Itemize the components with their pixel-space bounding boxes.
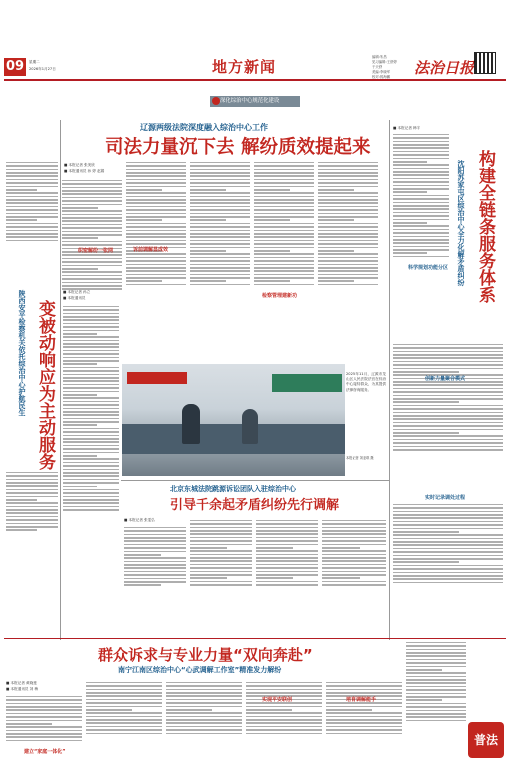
photo-banner-left — [127, 372, 187, 384]
photo-caption: 2025年11月，辽源市龙山区人民法院法官在综治中心接待群众，为其提供法律咨询服务。 — [346, 372, 386, 392]
section-header-5: 创新力量聚合模式 — [425, 376, 466, 382]
left-kicker: 陕西安平检察机关依托综治中心护航民生 — [18, 290, 26, 416]
bottom-body-col2 — [86, 680, 162, 770]
left-body-col-b — [6, 470, 58, 570]
photo-credit: 本报记者 刘亚琪 摄 — [346, 456, 374, 460]
paper-name: 法治日报 — [414, 59, 475, 77]
left-headline: 变被动响应为主动服务 — [35, 300, 55, 470]
center-byline: ■ 本报记者 张雯弘 — [124, 518, 155, 522]
bottom-body-col5 — [326, 680, 402, 770]
section-header-1: 织密解纷一张网 — [78, 248, 114, 254]
center-body-col1 — [124, 525, 186, 627]
right-kicker: 沈阳苏家屯区综治中心全力化解矛盾纠纷 — [457, 160, 465, 286]
main-body-col2 — [126, 160, 186, 360]
section-header-7: 建立“家庭一体化” — [24, 749, 66, 755]
right-body-col2 — [393, 342, 503, 517]
center-body-col4 — [322, 518, 386, 627]
photo-counter — [122, 424, 345, 454]
bottom-headline: 群众诉求与专业力量“双向奔赴” — [98, 646, 313, 664]
bottom-body-col3 — [166, 680, 242, 770]
bottom-body-col6 — [406, 640, 466, 770]
section-header-8: 实现平安联创 — [262, 697, 293, 703]
center-body-col3 — [256, 518, 318, 627]
right-body-col1 — [393, 132, 449, 337]
left-body-col2 — [63, 304, 119, 634]
editor-info: 编辑:朱昌 见习编辑:王舒婷 于天舒 美编:李晓军 校对:郭海鹏 — [372, 55, 397, 79]
section-banner: 深化综治中心规范化建设 — [210, 96, 300, 107]
date-weekday: 星期二 — [29, 60, 40, 64]
section-header-9: 培育调解能手 — [346, 697, 377, 703]
banner-icon — [212, 97, 220, 105]
right-headline: 构建全链条服务体系 — [475, 150, 495, 303]
main-headline: 司法力量沉下去 解纷质效提起来 — [105, 137, 371, 158]
main-byline: ■ 本报记者 张美欣 ■ 本报通讯员 孙 婷 赵娟 — [64, 163, 105, 173]
section-title: 地方新闻 — [212, 58, 277, 76]
section-header-6: 实时记录调处过程 — [425, 495, 466, 501]
center-headline: 引导千余起矛盾纠纷先行调解 — [170, 498, 340, 513]
main-body-col4 — [254, 160, 314, 360]
bottom-byline: ■ 本报记者 黄晓莲 ■ 本报通讯员 刘 梅 — [6, 681, 38, 691]
left-byline: ■ 本报记者 孙立 ■ 本报通讯员 — [63, 290, 91, 300]
main-kicker: 辽源两级法院深度融入综治中心工作 — [140, 123, 268, 132]
photo-person — [182, 404, 200, 444]
stamp-graphic: 普法 — [468, 722, 504, 758]
center-body-col2 — [190, 518, 252, 627]
bottom-kicker: 南宁江南区综治中心“心武调解工作室”精准发力解纷 — [118, 666, 282, 674]
bottom-body-col1 — [6, 694, 82, 770]
section-header-3: 检察管理建新功 — [262, 293, 298, 299]
date-full: 2026年1月27日 — [29, 67, 56, 71]
left-body-col — [6, 160, 58, 290]
section-header-2: 诉前调解显成效 — [133, 247, 169, 253]
right-byline: ■ 本报记者 韩宇 — [393, 126, 421, 130]
section-header-4: 科学规划功能分区 — [408, 265, 449, 271]
main-body-col3 — [190, 160, 250, 360]
right-body-col3 — [393, 502, 503, 632]
center-kicker: 北京东城法院跳源诉讼团队入驻综治中心 — [170, 485, 296, 493]
qr-code-icon — [474, 52, 496, 74]
main-body-col5 — [318, 160, 378, 360]
photo-person-2 — [242, 409, 258, 444]
photo-sign-board — [272, 374, 342, 392]
page-number-badge: 09 — [5, 59, 25, 74]
bottom-body-col4 — [246, 680, 322, 770]
news-photo — [122, 364, 345, 476]
